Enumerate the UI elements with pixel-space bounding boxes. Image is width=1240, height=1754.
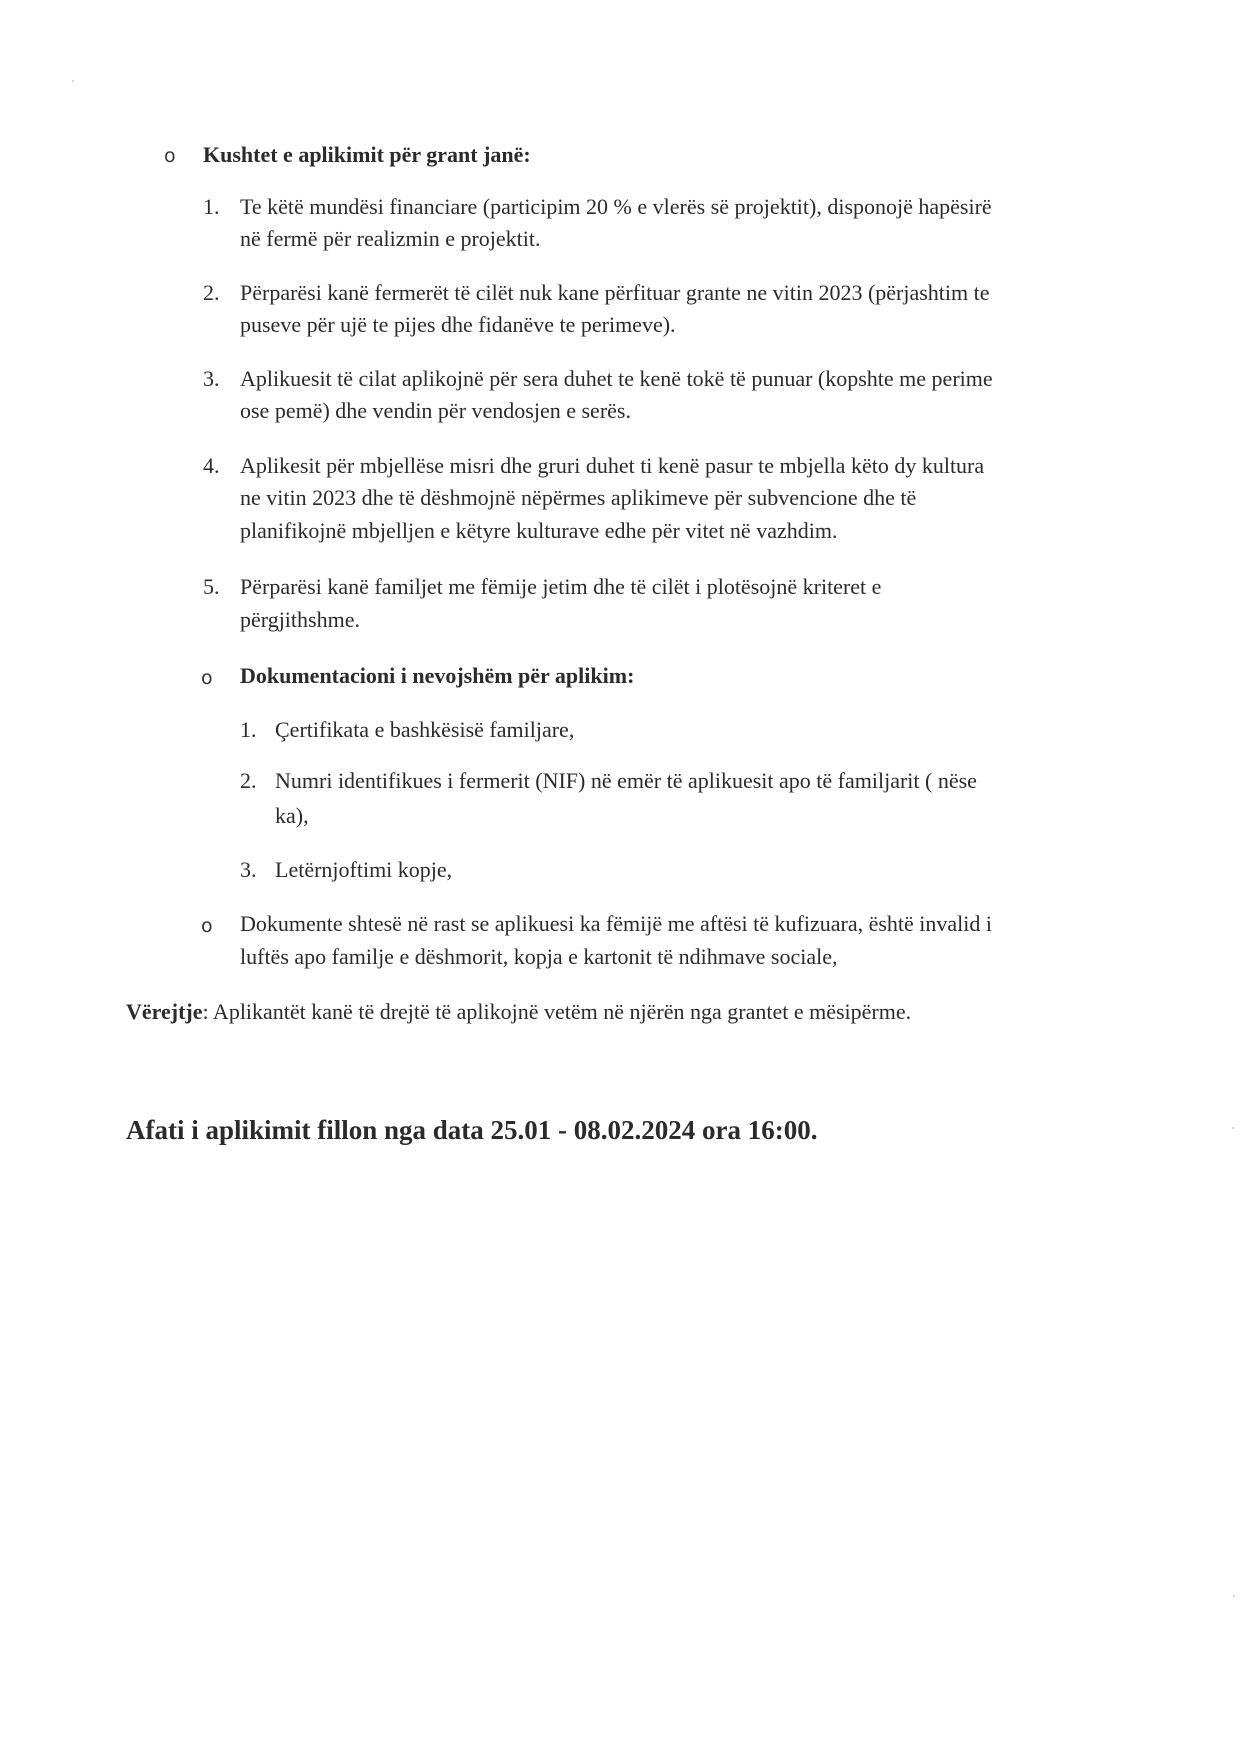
additional-text-line: luftës apo familje e dëshmorit, kopja e kartonit të ndihmave sociale, (240, 944, 838, 969)
condition-number: 4. (203, 453, 220, 478)
section-bullet: o (201, 915, 213, 937)
note-paragraph (126, 995, 911, 1029)
document-text-line: Numri identifikues i fermerit (NIF) në emër të aplikuesit apo të familjarit ( nëse (275, 768, 977, 793)
condition-text-line: në fermë për realizmin e projektit. (240, 226, 541, 251)
note-text: : Aplikantët kanë të drejtë të aplikojnë vetëm në njërën nga grantet e mësipërme. (202, 999, 912, 1024)
condition-text-line: Aplikesit për mbjellëse misri dhe gruri duhet ti kenë pasur te mbjella këto dy kultura (240, 453, 985, 478)
scan-speck (1232, 1127, 1234, 1129)
document-number: 2. (240, 768, 257, 793)
note-label: Vërejtje (126, 999, 203, 1024)
condition-text-line: Përparësi kanë familjet me fëmije jetim dhe të cilët i plotësojnë kriteret e (240, 574, 882, 599)
conditions-heading: Kushtet e aplikimit për grant janë: (203, 142, 531, 167)
document-number: 3. (240, 857, 257, 882)
condition-text-line: ne vitin 2023 dhe të dëshmojnë nëpërmes aplikimeve për subvencione dhe të (240, 485, 917, 510)
condition-number: 3. (203, 366, 220, 391)
condition-number: 2. (203, 280, 220, 305)
section-bullet: o (164, 145, 176, 167)
condition-text-line: planifikojnë mbjelljen e këtyre kulturave edhe për vitet në vazhdim. (240, 518, 838, 543)
condition-text-line: Te këtë mundësi financiare (participim 20 % e vlerës së projektit), disponojë hapësirë (240, 194, 992, 219)
condition-number: 1. (203, 194, 220, 219)
additional-text-line: Dokumente shtesë në rast se aplikuesi ka fëmijë me aftësi të kufizuara, është invalid i (240, 911, 993, 936)
condition-number: 5. (203, 574, 220, 599)
document-text-line: Çertifikata e bashkësisë familjare, (275, 717, 575, 742)
documents-heading: Dokumentacioni i nevojshëm për aplikim: (240, 663, 635, 688)
condition-text-line: Aplikuesit të cilat aplikojnë për sera duhet te kenë tokë të punuar (kopshte me perime (240, 366, 993, 391)
document-text-line: ka), (275, 803, 309, 828)
scan-speck (1233, 1595, 1235, 1597)
section-bullet: o (201, 667, 213, 689)
document-number: 1. (240, 717, 257, 742)
document-text-line: Letërnjoftimi kopje, (275, 857, 453, 882)
condition-text-line: Përparësi kanë fermerët të cilët nuk kane përfituar grante ne vitin 2023 (përjashtim te (240, 280, 990, 305)
condition-text-line: ose pemë) dhe vendin për vendosjen e serës. (240, 398, 631, 423)
condition-text-line: përgjithshme. (240, 607, 360, 632)
condition-text-line: puseve për ujë te pijes dhe fidanëve te perimeve). (240, 312, 676, 337)
deadline-heading: Afati i aplikimit fillon nga data 25.01 - 08.02.2024 ora 16:00. (126, 1115, 818, 1145)
scan-speck (72, 80, 74, 82)
